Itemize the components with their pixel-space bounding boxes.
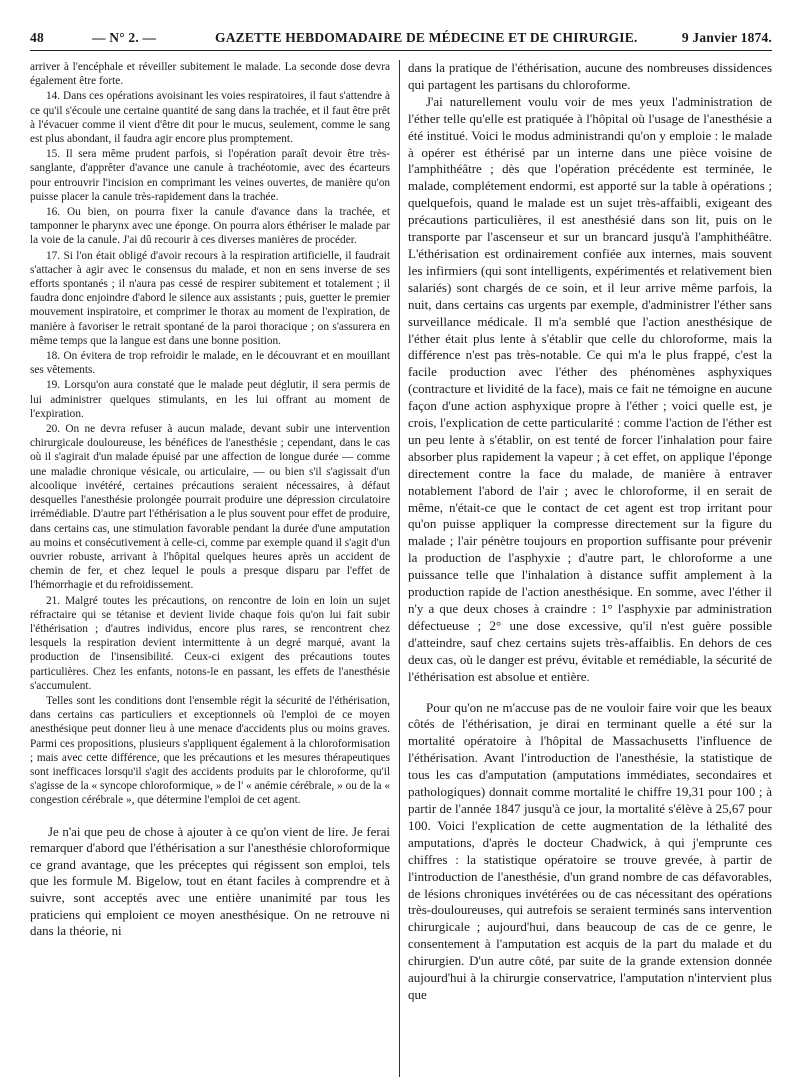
paragraph: 14. Dans ces opérations avoisinant les voies respiratoires, il faut s'attendre à ce qu'il s'écoule une certaine quantité de sang dans la trachée, et il faut être prêt à l'évacuer comme il vient d'être dit pour le mucus, seulement, comme le sang est plus abondant, il faudra agir encore plus promptement. bbox=[30, 90, 390, 146]
paragraph: J'ai naturellement voulu voir de mes yeux l'administration de l'éther telle qu'elle est pratiquée à l'hôpital où l'usage de l'anesthésie a été institué. Voici le modus administrandi qu'on y emploie : le malade à opérer est éthérisé par un interne dans une pièce voisine de l'amphithéâtre ; dès que l'opération précédente est terminée, le malade, complétement endormi, est apporté sur la table à opérations ; quelquefois, quand le malade est un sujet très-affaibli, exigeant des précautions particulières, il est anesthésié dans son lit, puis on le transporte par l'ascenseur et sur un brancard jusqu'à l'amphithéâtre. L'éthérisation est ordinairement confiée aux internes, mais souvent les infirmiers (qui sont intelligents, expérimentés et relativement bien salariés) sont chargés de ce soin, et il leur arrive même parfois, la nuit, dans certains cas urgents par exemple, d'administrer l'éther sans surveillance médicale. Il m'a semblé que l'action anesthésique de l'éther était plus lente à s'établir que celle du chloroforme, mais la différence n'est pas très-notable. Ce qui m'a le plus frappé, c'est la facile production avec l'éther des phénomènes asphyxiques (contracture et lividité de la face), mais ce fait ne témoigne en aucune façon d'une action asphyxique propre à l'éther ; voici quelle est, je crois, l'explication de cette particularité : comme l'action de l'éther est un peu lente à s'établir, on est tenté de forcer l'inhalation pour faire absorber plus rapidement la vapeur ; à cet effet, on applique l'éponge directement contre la face du malade, de manière à entraver notablement l'abord de l'air ; avec le chloroforme, il en serait de même, n'était-ce que le contact de cet agent est trop irritant pour qu'on puisse appliquer la compresse directement sur la figure du malade ; l'air pénètre toujours en proportion suffisante pour prévenir la production de l'asphyxie ; d'autre part, le chloroforme a une puissance telle que l'inhalation à distance suffit amplement à la production rapide de l'action anesthésique. En somme, avec l'éther il n'y a que deux choses à craindre : 1° l'asphyxie par administration défectueuse ; 2° une dose excessive, qu'il n'est guère possible d'atteindre, sauf chez certains sujets très-affaiblis. En dehors de ces deux cas, où le danger est prévu, évitable et remédiable, la sécurité de l'éthérisation est absolue et entière. bbox=[408, 93, 772, 684]
issue-date: 9 Janvier 1874. bbox=[681, 30, 772, 45]
paragraph: 18. On évitera de trop refroidir le malade, en le découvrant et en mouillant ses vêtements. bbox=[30, 350, 390, 377]
journal-title: GAZETTE HEBDOMADAIRE DE MÉDECINE ET DE CHIRURGIE. bbox=[215, 30, 638, 45]
paragraph: dans la pratique de l'éthérisation, aucune des nombreuses dissidences qui partagent les partisans du chloroforme. bbox=[408, 60, 772, 92]
column-divider bbox=[399, 60, 400, 1077]
paragraph: Telles sont les conditions dont l'ensemble régit la sécurité de l'éthérisation, dans certains cas particuliers et exceptionnels où l'emploi de ce moyen anesthésique peut donner lieu à une menace d'accidents plus ou moins graves. Parmi ces propositions, plusieurs s'appliquent également à la chloroformisation ; mais avec cette différence, que les précautions et les mesures thérapeutiques sont inefficaces lorsqu'il s'agit des accidents produits par le chloroforme, qu'il s'agisse de la « syncope chloroformique, » de l' « anémie cérébrale, » ou de la « congestion cérébrale », que détermine l'emploi de cet agent. bbox=[30, 694, 390, 807]
paragraph: arriver à l'encéphale et réveiller subitement le malade. La seconde dose devra également être forte. bbox=[30, 61, 390, 88]
paragraph: 21. Malgré toutes les précautions, on rencontre de loin en loin un sujet réfractaire qui se tétanise et devient livide chaque fois qu'on lui fait subir l'éthérisation ; d'autres individus, encore plus rares, se rencontrent chez lesquels la respiration devient intermittente à un degré marqué, avant la production de l'insensibilité. Ceux-ci exigent des précautions toutes particulières. Chez les enfants, notons-le en passant, les effets de l'anesthésie s'accumulent. bbox=[30, 594, 390, 692]
right-column bbox=[408, 60, 772, 1077]
page-header bbox=[30, 26, 772, 51]
commentary-section bbox=[30, 824, 390, 940]
page-number: 48 bbox=[30, 30, 44, 45]
paragraph: Je n'ai que peu de chose à ajouter à ce qu'on vient de lire. Je ferai remarquer d'abord que l'éthérisation a sur l'anesthésie chloroformique ce grand avantage, que les préceptes qui régissent son emploi, tels que les formule M. Bigelow, tout en étant faciles à comprendre et à suivre, sont acceptés avec une entière unanimité par tous les praticiens qui emploient ce moyen anesthésique. On ne retrouve ni dans la théorie, ni bbox=[30, 824, 390, 939]
right-text bbox=[408, 60, 772, 1004]
left-column bbox=[30, 60, 390, 1077]
paragraph: Pour qu'on ne m'accuse pas de ne vouloir faire voir que les beaux côtés de l'éthérisation, je dirai en terminant quelle a été sur la mortalité opératoire à l'hôpital de Massachusetts l'influence de l'éthérisation. Avant l'introduction de l'anesthésie, la statistique de tous les cas d'amputation (amputations immédiates, secondaires et pathologiques) donnait comme mortalité le chiffre 19,31 pour 100 ; à partir de l'année 1847 jusqu'à ce jour, la mortalité s'élève à 25,67 pour 100. Voici l'explication de cette augmentation de la léthalité des amputations, d'après le docteur Chadwick, à qui j'emprunte ces chiffres : la statistique opératoire se trouve grevée, à partir de l'introduction de l'anesthésie, d'un grand nombre de cas défavorables, de lésions chroniques invétérées ou de cas nécessitant des opérations très-douloureuses, qui autrefois se seraient terminés sans intervention chirurgicale ; aujourd'hui, dans beaucoup de cas de ce genre, le consentement à l'amputation est acquis de la part du malade et du chirurgien. D'un autre côté, par suite de la grande extension donnée aujourd'hui à la chirurgie conservatrice, l'amputation n'intervient plus que bbox=[408, 699, 772, 1002]
issue-number: — N° 2. — bbox=[92, 30, 157, 45]
paragraph: 17. Si l'on était obligé d'avoir recours à la respiration artificielle, il faudrait s'attacher à agir avec le consensus du malade, et non en sens inverse de ses efforts spontanés ; il n'aura pas cessé de respirer subitement et totalement ; il faudra donc enjoindre d'abord le silence aux assistants ; puis, guetter le premier mouvement inspiratoire, et comprimer le thorax au moment de l'expiration, de manière à favoriser le retrait spontané de la paroi thoracique ; on s'assurera en même temps que la langue est dans une bonne position. bbox=[30, 249, 390, 347]
paragraph: 16. Ou bien, on pourra fixer la canule d'avance dans la trachée, et tamponner le pharynx avec une éponge. On pourra alors éthériser le malade par la voie de la canule. J'ai dû recourir à ces diverses manières de procéder. bbox=[30, 206, 390, 247]
paragraph: 15. Il sera même prudent parfois, si l'opération paraît devoir être très-sanglante, d'apprêter d'avance une canule à trachéotomie, avec des écarteurs pour entrouvrir l'incision en comprimant les veines ouvertes, de manière qu'on puisse placer la canule très-rapidement dans la trachée. bbox=[30, 148, 390, 203]
paragraph: 19. Lorsqu'on aura constaté que le malade peut déglutir, il sera permis de lui administrer quelques stimulants, en les lui offrant au moment de l'expiration. bbox=[30, 379, 390, 420]
numbered-rules-section bbox=[30, 60, 390, 808]
paragraph: 20. On ne devra refuser à aucun malade, devant subir une intervention chirurgicale douloureuse, les bénéfices de l'anesthésie ; cependant, dans le cas où il s'agirait d'un malade épuisé par une affection de longue durée — comme une maladie chronique vésicale, ou articulaire, — ou bien s'il s'agissait d'un alcoolique invétéré, certaines précautions seraient nécessaires, à défaut desquelles l'anesthésie prolongée pourrait produire une dépression circulatoire irrémédiable. D'autre part l'éthérisation a le plus souvent pour effet de produire, dans certains cas, une stimulation favorable pendant la durée d'une amputation au moins et consécutivement à celle-ci, comme par exemple quand il s'agit d'un ouvrier robuste, arrivant à l'hôpital quelques heures après un accident de chemin de fer, et chez lequel le pouls a presque disparu par l'effet de l'hémorrhagie et du refroidissement. bbox=[30, 423, 390, 592]
